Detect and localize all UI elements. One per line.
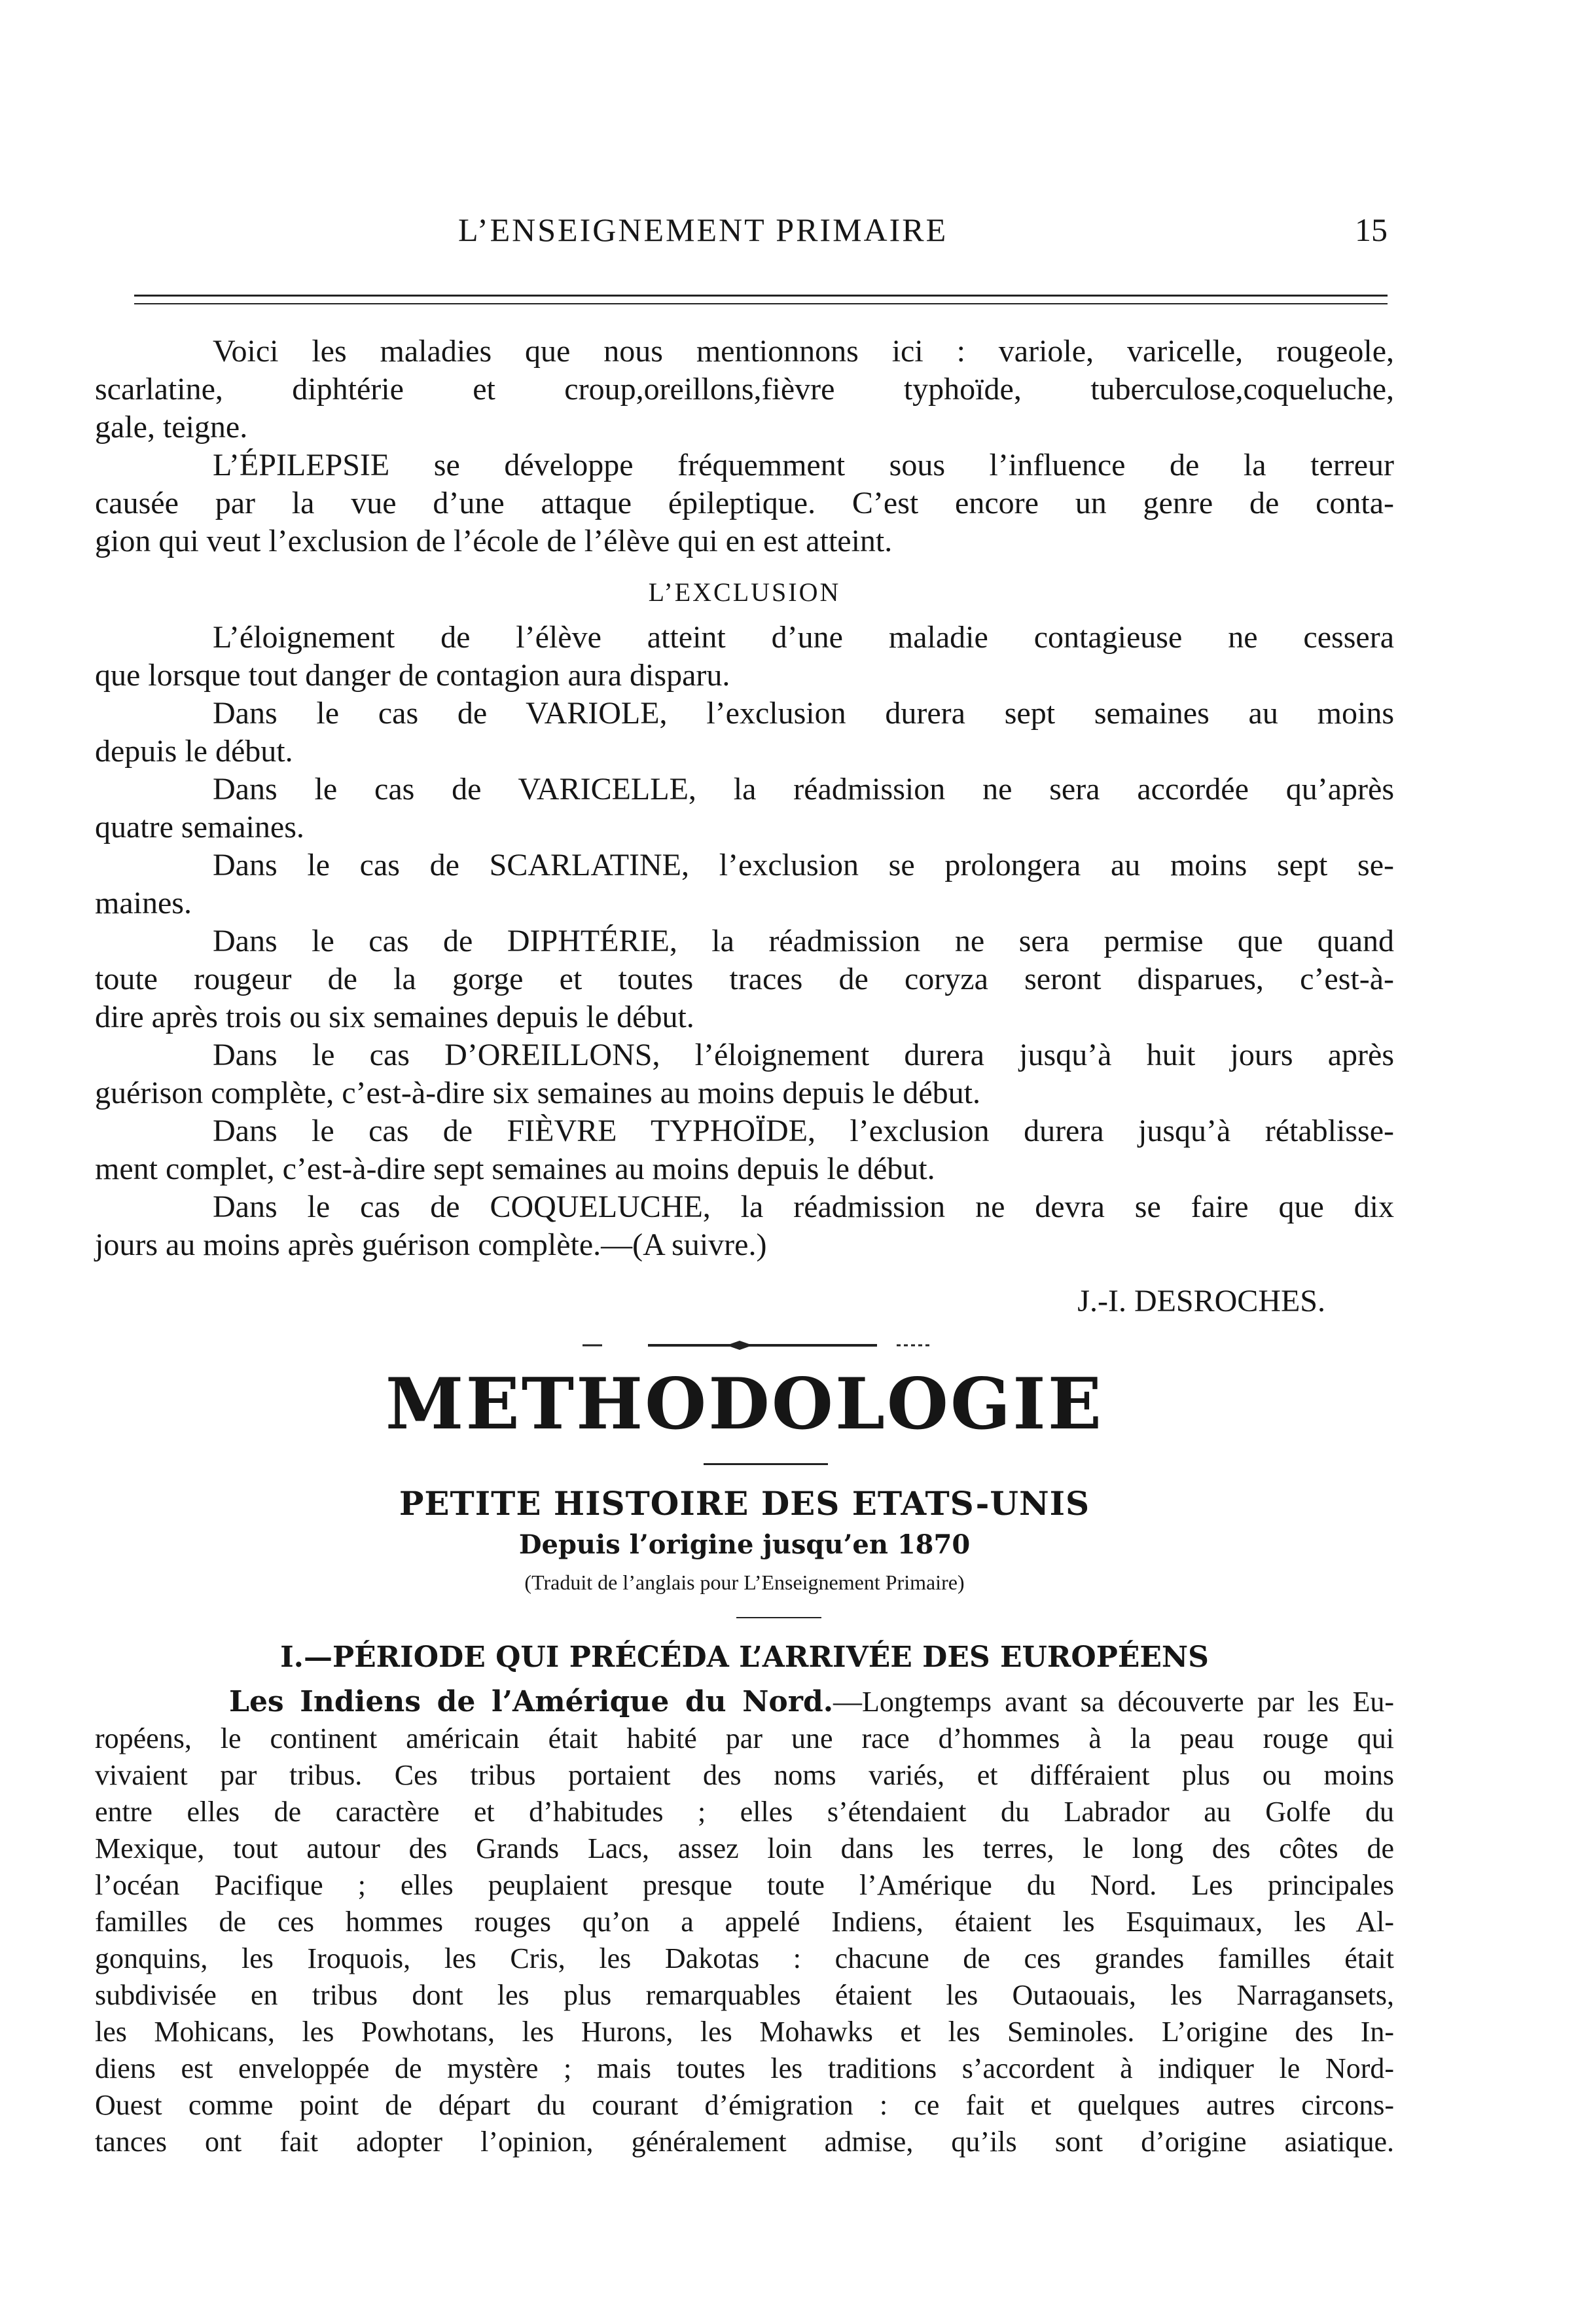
author-signature: J.-I. DESROCHES. xyxy=(1077,1284,1325,1318)
text-line: vivaient par tribus. Ces tribus portaient des noms variés, et différaient plus ou moins xyxy=(95,1759,1394,1791)
ornament-diamond xyxy=(726,1341,753,1350)
text-line: l’océan Pacifique ; elles peuplaient presque toute l’Amérique du Nord. Les principales xyxy=(95,1869,1394,1901)
text-line: Dans le cas de SCARLATINE, l’exclusion se prolongera au moins sept se- xyxy=(213,848,1394,882)
text-line: Dans le cas de DIPHTÉRIE, la réadmission ne sera permise que quand xyxy=(213,924,1394,958)
text-line: Dans le cas de VARICELLE, la réadmission ne sera accordée qu’après xyxy=(213,772,1394,807)
exclusion-subheading: L’EXCLUSION xyxy=(648,577,841,607)
subtitle: PETITE HISTOIRE DES ETATS-UNIS xyxy=(399,1484,1090,1523)
text-line: toute rougeur de la gorge et toutes traces de coryza seront disparues, c’est-à- xyxy=(95,962,1394,996)
running-head xyxy=(131,211,1388,263)
text-line xyxy=(95,1684,1394,1720)
text-line: L’éloignement de l’élève atteint d’une maladie contagieuse ne cessera xyxy=(213,620,1394,655)
text-line: Voici les maladies que nous mentionnons ici : variole, varicelle, rougeole, xyxy=(213,334,1394,369)
text-fragment: —Longtemps avant sa découverte par les Eu- xyxy=(833,1686,1395,1718)
text-line: scarlatine, diphtérie et croup,oreillons,fièvre typhoïde, tuberculose,coqueluche, xyxy=(95,372,1394,407)
exclusion-paragraphs xyxy=(95,619,1394,1264)
page-number: 15 xyxy=(1355,211,1388,248)
running-head-title: L’ENSEIGNEMENT PRIMAIRE xyxy=(458,211,948,248)
text-line: jours au moins après guérison complète.—(A suivre.) xyxy=(95,1227,767,1262)
section-title: METHODOLOGIE xyxy=(385,1363,1104,1445)
text-line: L’ÉPILEPSIE se développe fréquemment sous l’influence de la terreur xyxy=(213,448,1394,482)
history-paragraph xyxy=(95,1684,1394,2160)
chapter-heading: I.—PÉRIODE QUI PRÉCÉDA L’ARRIVÉE DES EUROPÉENS xyxy=(280,1641,1209,1674)
text-line: ropéens, le continent américain était habité par une race d’hommes à la peau rouge qui xyxy=(95,1722,1394,1754)
text-line: quatre semaines. xyxy=(95,810,304,844)
text-line: Ouest comme point de départ du courant d’émigration : ce fait et quelques autres circons- xyxy=(95,2089,1394,2121)
text-line: dire après trois ou six semaines depuis le début. xyxy=(95,1000,694,1034)
text-line: Mexique, tout autour des Grands Lacs, assez loin dans les terres, le long des côtes de xyxy=(95,1832,1394,1864)
diseases-paragraph xyxy=(95,333,1394,560)
text-line: Dans le cas de VARIOLE, l’exclusion durera sept semaines au moins xyxy=(213,696,1394,731)
text-line: gion qui veut l’exclusion de l’école de l’élève qui en est atteint. xyxy=(95,524,893,558)
note-rule xyxy=(736,1617,821,1618)
text-line: maines. xyxy=(95,886,192,920)
text-line: les Mohicans, les Powhotans, les Hurons, les Mohawks et les Seminoles. L’origine des In- xyxy=(95,2016,1394,2048)
text-line: Dans le cas de FIÈVRE TYPHOÏDE, l’exclusion durera jusqu’à rétablisse- xyxy=(213,1114,1394,1148)
text-line: subdivisée en tribus dont les plus remarquables étaient les Outaouais, les Narragansets, xyxy=(95,1979,1394,2011)
text-line: depuis le début. xyxy=(95,734,293,769)
text-line: que lorsque tout danger de contagion aura disparu. xyxy=(95,658,730,693)
lead-in: Les Indiens de l’Amérique du Nord. xyxy=(229,1685,834,1718)
text-line: gale, teigne. xyxy=(95,410,248,445)
subsubtitle: Depuis l’origine jusqu’en 1870 xyxy=(518,1529,971,1560)
text-line: familles de ces hommes rouges qu’on a appelé Indiens, étaient les Esquimaux, les Al- xyxy=(95,1906,1394,1938)
text-line: Dans le cas D’OREILLONS, l’éloignement durera jusqu’à huit jours après xyxy=(213,1038,1394,1072)
text-line: gonquins, les Iroquois, les Cris, les Dakotas : chacune de ces grandes familles était xyxy=(95,1942,1394,1974)
text-line: causée par la vue d’une attaque épileptique. C’est encore un genre de conta- xyxy=(95,486,1394,520)
text-line: diens est enveloppée de mystère ; mais toutes les traditions s’accordent à indiquer le Nord- xyxy=(95,2052,1394,2084)
text-line: Dans le cas de COQUELUCHE, la réadmission ne devra se faire que dix xyxy=(213,1189,1394,1224)
text-line: tances ont fait adopter l’opinion, généralement admise, qu’ils sont d’origine asiatique. xyxy=(95,2126,1394,2158)
translation-note: (Traduit de l’anglais pour L’Enseignement Primaire) xyxy=(524,1571,965,1594)
header-double-rule xyxy=(134,295,1388,304)
ornament-divider xyxy=(576,1339,969,1352)
text-line: guérison complète, c’est-à-dire six semaines au moins depuis le début. xyxy=(95,1076,980,1110)
text-line: ment complet, c’est-à-dire sept semaines au moins depuis le début. xyxy=(95,1152,935,1186)
title-rule xyxy=(704,1463,828,1465)
text-line: entre elles de caractère et d’habitudes ; elles s’étendaient du Labrador au Golfe du xyxy=(95,1796,1394,1828)
